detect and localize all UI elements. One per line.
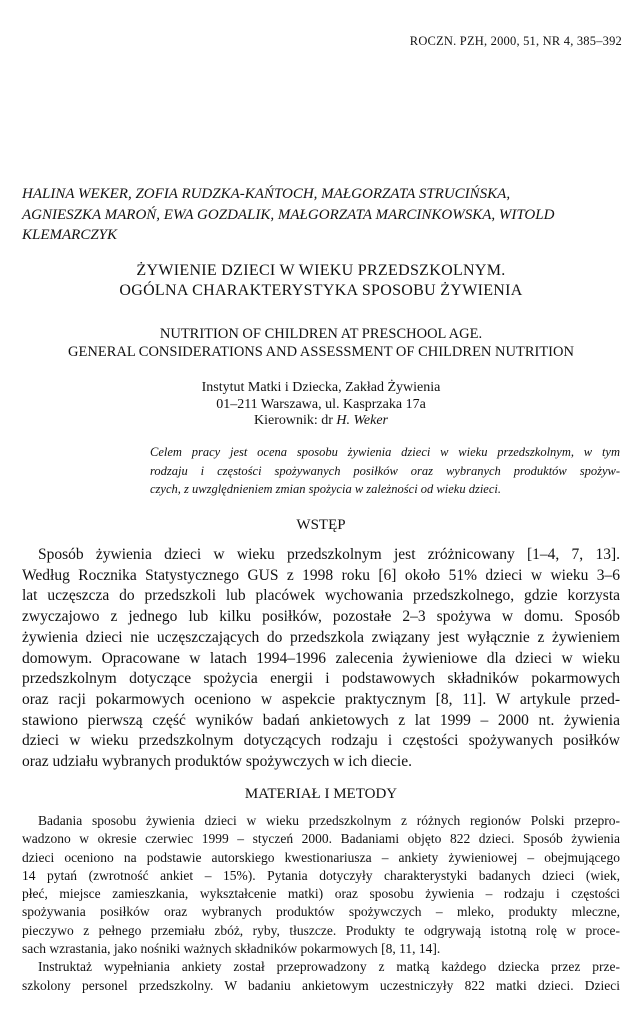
text-line: oraz racji pokarmowych oceniono w aspekcie praktycznym [8, 11]. W artykule przed- [22,690,620,708]
methods-paragraph [22,812,620,995]
text-line: dzieci w wieku przedszkolnym dotyczących rodzaju i częstości spożywanych posiłków [22,732,620,750]
text-line: stawiono pierwszą część wyników badań ankietowych z lat 1999 – 2000 nt. żywienia [22,711,620,729]
text-line: domowym. Opracowane w latach 1994–1996 zalecenia żywieniowe dla dzieci w wieku [22,649,620,667]
author-list [22,184,622,246]
abstract-line: czych, z uwzględnieniem zmian spożycia w zależności od wieku dzieci. [150,482,501,496]
title-english-line: GENERAL CONSIDERATIONS AND ASSESSMENT OF CHILDREN NUTRITION [68,344,574,360]
text-line: zwyczajowo z jednego lub kilku posiłków, pozostałe 2–3 spożywa w domu. Sposób [22,608,620,626]
text-line: spożywania posiłków oraz wybranych produktów spożywczych – mleko, produkty mleczne, [22,904,620,920]
affiliation-head [0,413,642,430]
title-polish [0,261,642,301]
text-line: szkolony personel przedszkolny. W badaniu ankietowym uczestniczyły 822 matki dzieci. Dzieci [22,977,620,993]
affiliation-head-label: Kierownik: dr [253,413,337,428]
affiliation [0,380,642,430]
text-line: żywienia dzieci nie uczęszczających do przedszkola związany jest wyłącznie z żywieniem [22,628,620,646]
abstract-line: rodzaju i częstości spożywanych posiłków oraz wybranych produktów spożyw- [150,463,620,478]
text-line: wadzono w okresie czerwiec 1999 – styczeń 2000. Badaniami objęto 822 dzieci. Sposób żywienia [22,831,620,847]
title-polish-line: OGÓLNA CHARAKTERYSTYKA SPOSOBU ŻYWIENIA [119,282,523,299]
text-line: Według Rocznika Statystycznego GUS z 1998 roku [6] około 51% dzieci w wieku 3–6 [22,566,620,584]
author-line: KLEMARCZYK [22,227,118,243]
text-line: przedszkolnym dotyczące spożycia energii i podstawowych składników pokarmowych [22,670,620,688]
intro-paragraph [22,545,620,773]
text-line: Sposób żywienia dzieci w wieku przedszkolnym jest zróżnicowany [1–4, 7, 13]. [38,546,620,563]
text-line: lat uczęszcza do przedszkoli lub placówek wychowania przedszkolnego, gdzie korzysta [22,587,620,605]
journal-reference: ROCZN. PZH, 2000, 51, NR 4, 385–392 [409,34,622,48]
text-line: Badania sposobu żywienia dzieci w wieku przedszkolnym z różnych regionów Polski przepro- [38,813,620,828]
abstract-line: Celem pracy jest ocena sposobu żywienia dzieci w wieku przedszkolnym, w tym [150,445,620,459]
author-line: HALINA WEKER, ZOFIA RUDZKA-KAŃTOCH, MAŁGORZATA STRUCIŃSKA, [22,186,511,202]
affiliation-head-name: H. Weker [336,413,388,428]
title-english [0,325,642,361]
text-line: Instruktaż wypełniania ankiety został przeprowadzony z matką każdego dziecka przez prze- [38,959,620,975]
text-line: dzieci oceniono na podstawie autorskiego kwestionariusza – ankiety żywieniowej – obejmującego [22,849,620,865]
title-polish-line: ŻYWIENIE DZIECI W WIEKU PRZEDSZKOLNYM. [136,262,506,279]
text-line: pieczywo z pełnego przemiału zbóż, ryby, tłuszcze. Produkty te odgrywają istotną rolę w proce- [22,922,620,938]
abstract [150,443,620,499]
title-english-line: NUTRITION OF CHILDREN AT PRESCHOOL AGE. [159,326,483,342]
affiliation-address: 01–211 Warszawa, ul. Kasprzaka 17a [216,396,426,412]
affiliation-institute: Instytut Matki i Dziecka, Zakład Żywienia [201,380,441,395]
author-line: AGNIESZKA MAROŃ, EWA GOZDALIK, MAŁGORZATA MARCINKOWSKA, WITOLD [22,206,555,223]
section-heading-methods: MATERIAŁ I METODY [244,786,398,802]
text-line: sach wzrastania, jako nośniki ważnych składników pokarmowych [8, 11, 14]. [22,941,441,957]
text-line: 14 pytań (zwrotność ankiet – 15%). Pytania dotyczyły charakterystyki badanych dzieci (wiek, [22,867,620,883]
text-line: oraz udziału wybranych produktów spożywczych w ich diecie. [22,753,412,771]
section-heading-intro: WSTĘP [296,517,346,533]
text-line: płeć, miejsce zamieszkania, wykształcenie matki) oraz sposobu żywienia – rodzaju i częstości [22,886,620,902]
